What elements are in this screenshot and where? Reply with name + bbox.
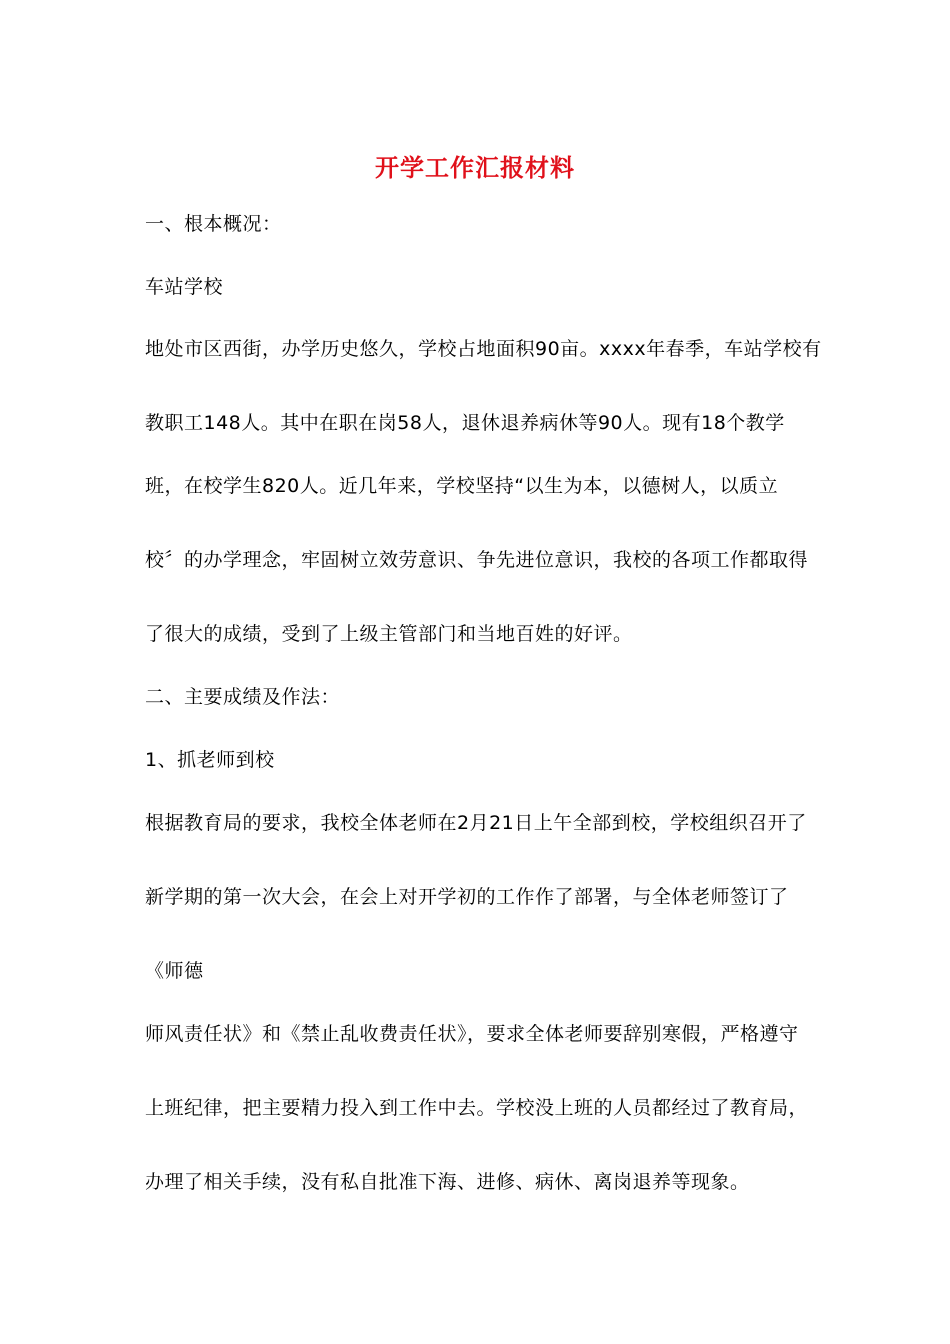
paragraph-line: 师风责任状》和《禁止乱收费责任状》，要求全体老师要辞别寒假，严格遵守: [145, 1023, 799, 1045]
paragraph-line: 办理了相关手续，没有私自批准下海、进修、病休、离岗退养等现象。: [145, 1171, 750, 1193]
subsection-heading: 1、抓老师到校: [145, 749, 275, 771]
paragraph-line: 班，在校学生820人。近几年来，学校坚持“以生为本，以德树人，以质立: [145, 475, 779, 497]
paragraph-line: 校〞的办学理念，牢固树立效劳意识、争先进位意识，我校的各项工作都取得: [145, 549, 809, 571]
document-title: 开学工作汇报材料: [375, 154, 575, 182]
paragraph-line: 教职工148人。其中在职在岗58人，退休退养病休等90人。现有18个教学: [145, 412, 785, 434]
paragraph-line: 了很大的成绩，受到了上级主管部门和当地百姓的好评。: [145, 623, 633, 645]
paragraph-line: 《师德: [145, 960, 204, 982]
section-heading-basic-overview: 一、根本概况：: [145, 213, 282, 235]
paragraph-line: 地处市区西街，办学历史悠久，学校占地面积90亩。xxxx年春季，车站学校有: [145, 338, 822, 360]
paragraph-line: 上班纪律，把主要精力投入到工作中去。学校没上班的人员都经过了教育局，: [145, 1097, 809, 1119]
paragraph-line: 根据教育局的要求，我校全体老师在2月21日上午全部到校，学校组织召开了: [145, 812, 807, 834]
paragraph-line: 车站学校: [145, 276, 224, 298]
paragraph-line: 新学期的第一次大会，在会上对开学初的工作作了部署，与全体老师签订了: [145, 886, 789, 908]
section-heading-achievements: 二、主要成绩及作法：: [145, 686, 341, 708]
